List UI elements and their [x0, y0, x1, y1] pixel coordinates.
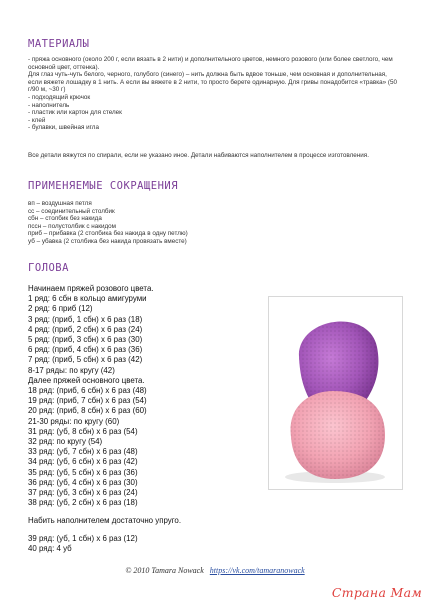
abbreviations-list [28, 200, 400, 246]
materials-note [28, 152, 400, 160]
materials-item: - пластик или картон для стелек [28, 109, 122, 117]
row-line: 5 ряд: (приб, 3 сбн) х 6 раз (30) [28, 335, 143, 345]
row-line: 1 ряд: 6 сбн в кольцо амигуруми [28, 294, 147, 304]
abbreviation-item: вп – воздушная петля [28, 200, 92, 207]
head-rows [28, 284, 154, 508]
abbreviation-item: сбн – столбик без накида [28, 215, 102, 223]
stuffing-note-text: Набить наполнителем достаточно упруго. [28, 516, 182, 525]
copyright-text: © 2010 Tamara Nowack [125, 566, 204, 575]
row-line: 32 ряд: по кругу (54) [28, 437, 103, 447]
row-line: 6 ряд: (приб, 4 сбн) х 6 раз (36) [28, 345, 143, 355]
head-heading: ГОЛОВА [28, 262, 69, 274]
row-line: 38 ряд: (уб, 2 сбн) х 6 раз (18) [28, 498, 138, 508]
abbreviation-item: пссн – полустолбик с накидом [28, 222, 116, 230]
materials-item: - пряжа основного (около 200 г, если вязать в 2 нити) и дополнительного цветов, немного розового (или более светлого, чем основной цвет, оттенка). [28, 56, 393, 71]
row-line: 31 ряд: (уб, 8 сбн) х 6 раз (54) [28, 426, 138, 436]
row-line: 7 ряд: (приб, 5 сбн) х 6 раз (42) [28, 355, 143, 365]
materials-list [28, 56, 400, 132]
row-line: 39 ряд: (уб, 1 сбн) х 6 раз (12) [28, 534, 138, 543]
row-line: 33 ряд: (уб, 7 сбн) х 6 раз (48) [28, 447, 138, 457]
row-line: 3 ряд: (приб, 1 сбн) х 6 раз (18) [28, 314, 143, 324]
abbreviation-item: приб – прибавка (2 столбика без накида в одну петлю) [28, 230, 188, 238]
row-line: 35 ряд: (уб, 5 сбн) х 6 раз (36) [28, 467, 138, 477]
row-line: 2 ряд: 6 приб (12) [28, 304, 93, 314]
row-line: 4 ряд: (приб, 2 сбн) х 6 раз (24) [28, 324, 143, 334]
watermark-text: Страна Мам [331, 585, 422, 600]
row-line: Далее пряжей основного цвета. [28, 375, 145, 385]
crochet-head-illustration [269, 297, 402, 489]
abbreviation-item: сс – соединительный столбик [28, 207, 115, 215]
materials-item: - наполнитель [28, 101, 70, 109]
author-link[interactable]: https://vk.com/tamaranowack [209, 566, 305, 575]
row-line: 20 ряд: (приб, 8 сбн) х 6 раз (60) [28, 406, 147, 416]
final-rows [28, 534, 138, 554]
stuffing-note [28, 516, 181, 526]
row-line: 34 ряд: (уб, 6 сбн) х 6 раз (42) [28, 457, 138, 467]
head-photo [268, 296, 403, 490]
materials-heading: МАТЕРИАЛЫ [28, 38, 90, 50]
row-line: 21-30 ряды: по кругу (60) [28, 416, 120, 426]
muzzle-texture [291, 391, 385, 479]
materials-item: - подходящий крючок [28, 93, 91, 101]
materials-note-text: Все детали вяжутся по спирали, если не указано иное. Детали набиваются наполнителем в процессе изготовления. [28, 152, 369, 159]
row-line: 18 ряд: (приб, 6 сбн) х 6 раз (48) [28, 386, 147, 396]
materials-item: Для глаз чуть-чуть белого, черного, голубого (синего) – нить должна быть вдвое тоньше, чем основная и дополнительная, если вяжете лошадку в 1 нить. А если вы вяжете в 2 нити, то просто берете одинарную. Для гривы понадобится «травка» (50 г/90 м, ~30 г) [28, 71, 398, 94]
row-line: 40 ряд: 4 уб [28, 544, 72, 554]
materials-item: - клей [28, 116, 46, 124]
row-line: 8-17 ряды: по кругу (42) [28, 365, 115, 375]
footer [0, 566, 430, 575]
row-line: 37 ряд: (уб, 3 сбн) х 6 раз (24) [28, 488, 138, 498]
row-line: Начинаем пряжей розового цвета. [28, 284, 154, 293]
row-line: 36 ряд: (уб, 4 сбн) х 6 раз (30) [28, 477, 138, 487]
abbreviations-heading: ПРИМЕНЯЕМЫЕ СОКРАЩЕНИЯ [28, 180, 179, 192]
row-line: 19 ряд: (приб, 7 сбн) х 6 раз (54) [28, 396, 147, 406]
abbreviation-item: уб – убавка (2 столбика без накида провязать вместе) [28, 237, 187, 245]
watermark [332, 584, 422, 602]
materials-item: - булавки, швейная игла [28, 124, 99, 132]
